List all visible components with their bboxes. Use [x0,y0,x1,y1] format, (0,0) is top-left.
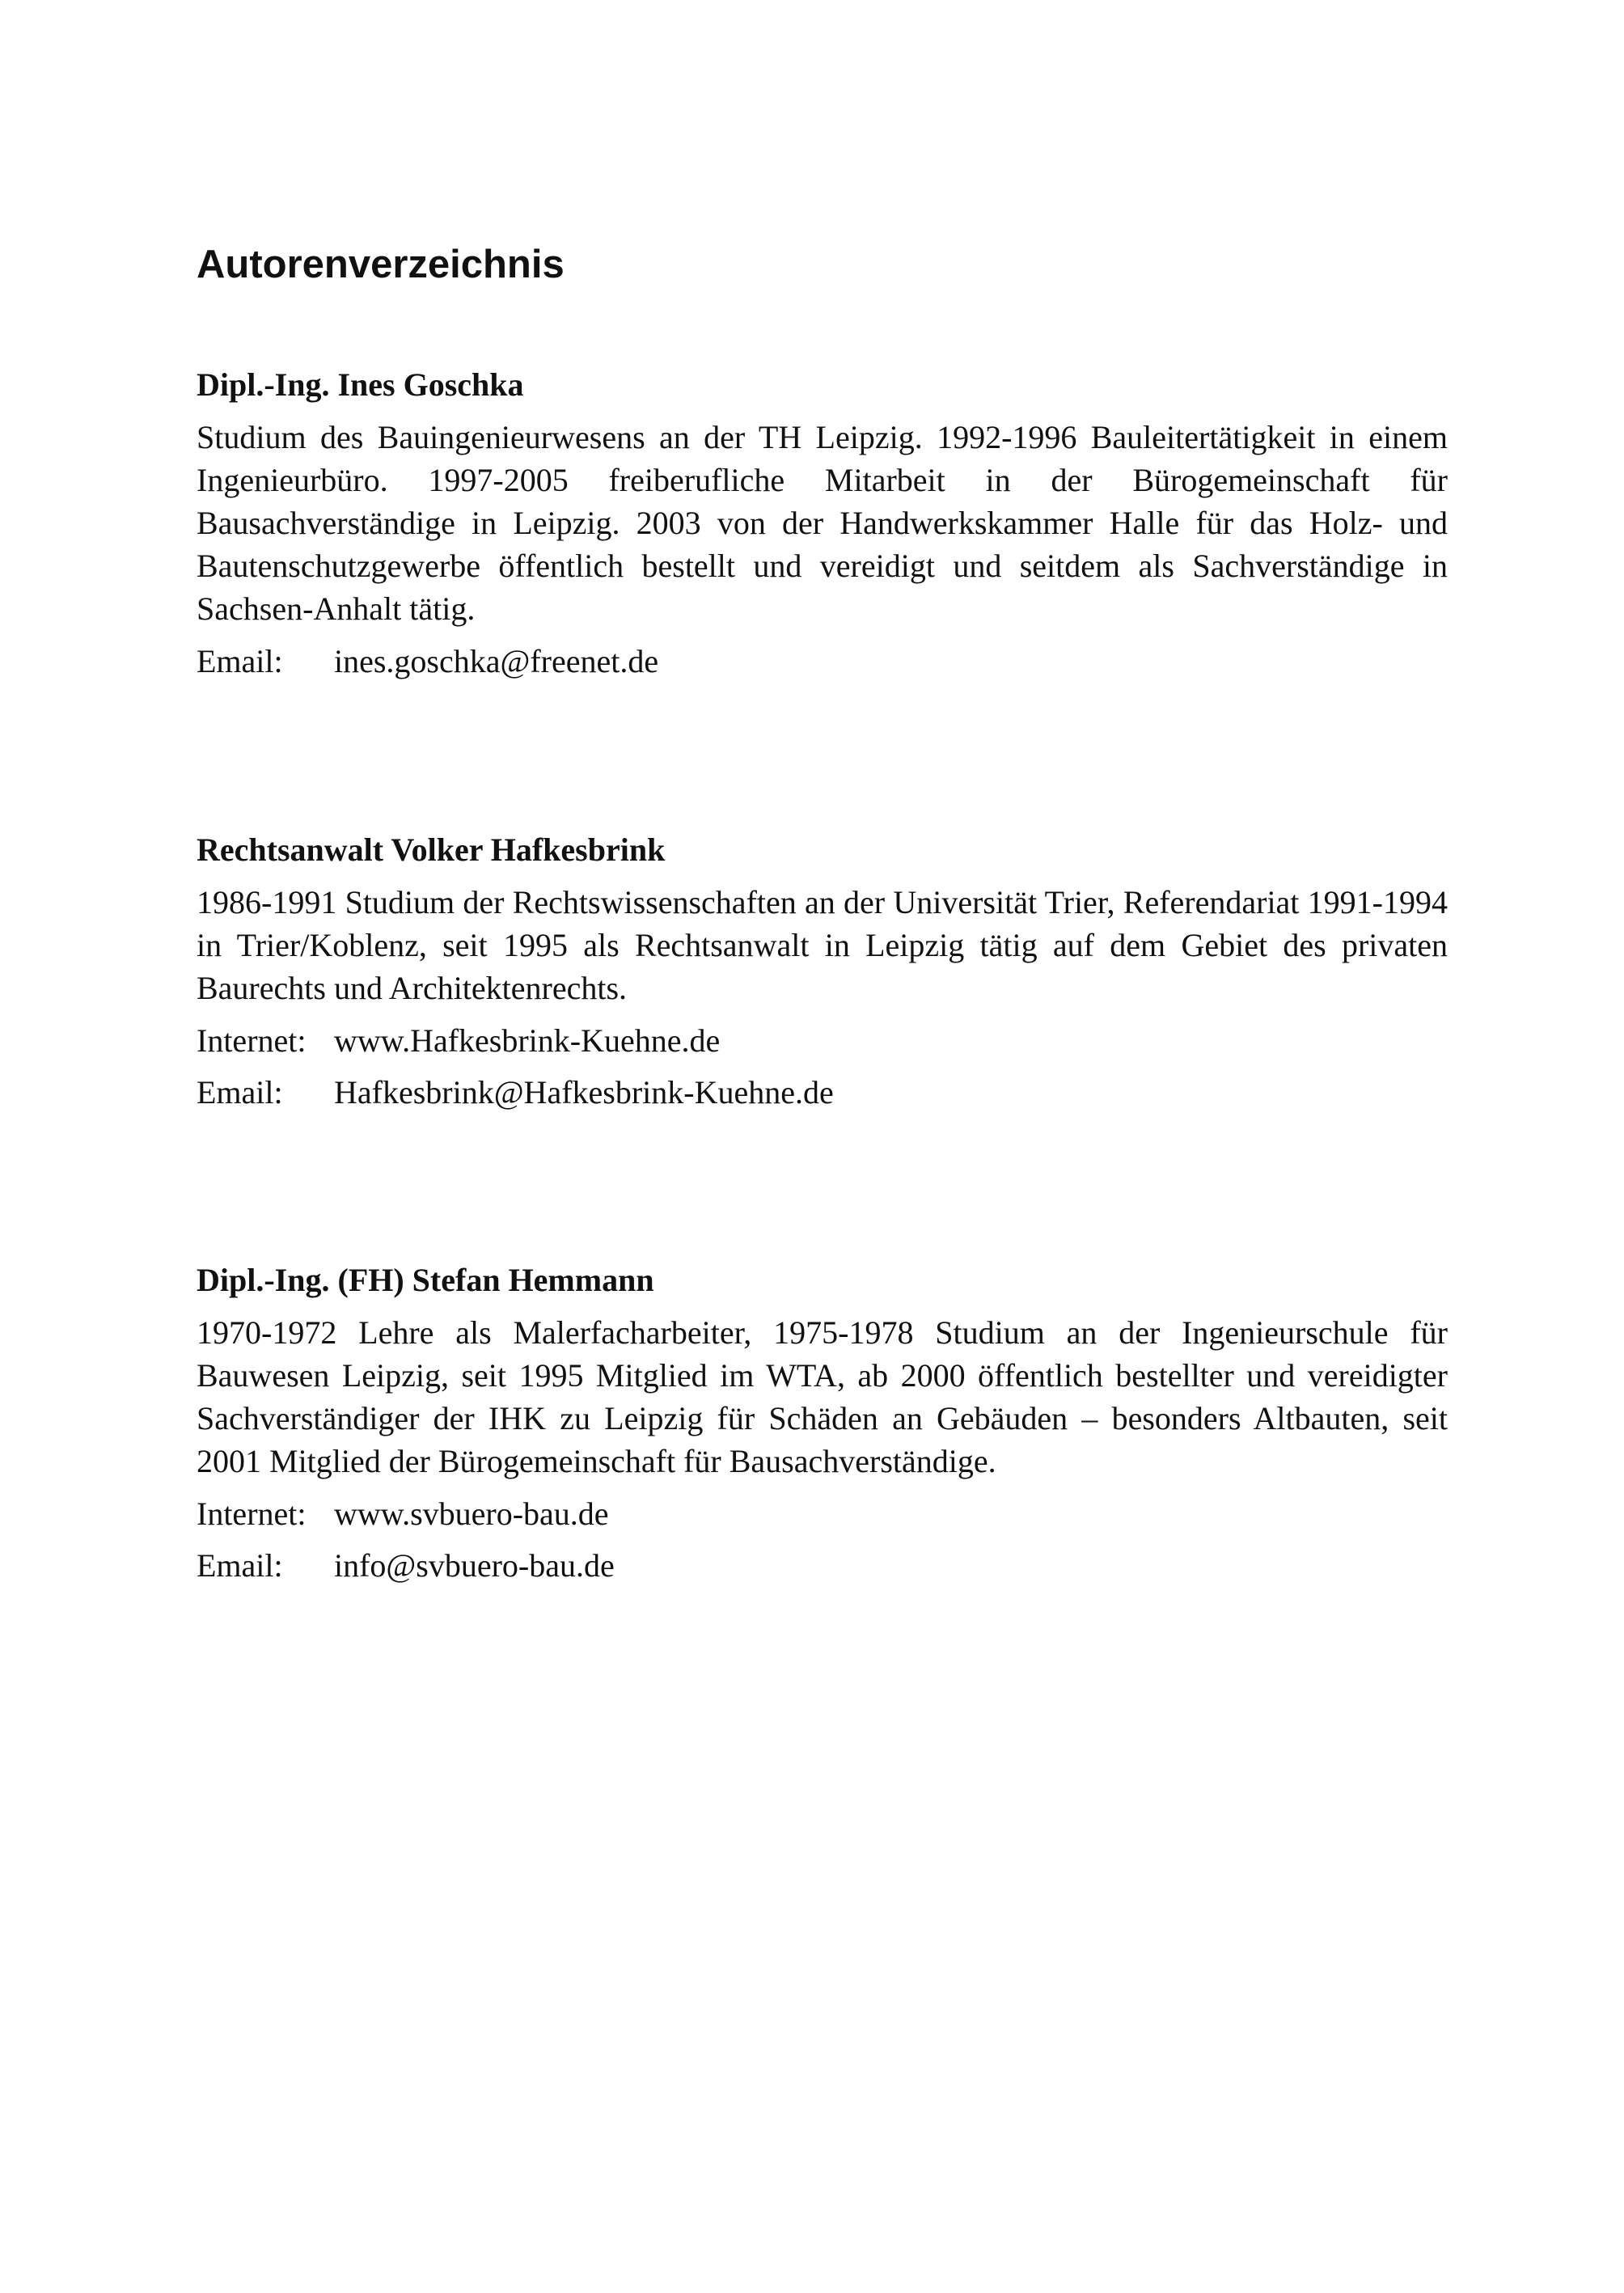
contact-label: Email: [197,1074,283,1111]
email-link[interactable]: Hafkesbrink@Hafkesbrink-Kuehne.de [334,1074,834,1111]
contact-label: Email: [197,1547,283,1584]
website-link[interactable]: www.Hafkesbrink-Kuehne.de [334,1022,721,1059]
contact-row-email [197,1544,1448,1587]
website-link[interactable]: www.svbuero-bau.de [334,1496,609,1532]
page-title: Autorenverzeichnis [197,243,565,286]
author-name: Dipl.-Ing. (FH) Stefan Hemmann [197,1262,654,1298]
email-link[interactable]: info@svbuero-bau.de [334,1547,615,1584]
contact-row-internet [197,1492,1448,1535]
email-link[interactable]: ines.goschka@freenet.de [334,643,659,679]
contact-label: Internet: [197,1496,307,1532]
contact-label: Email: [197,643,283,679]
author-bio: 1986-1991 Studium der Rechtswissenschaften an der Universität Trier, Referendariat 1991-1994 in Trier/Koblenz, seit 1995 als Rechtsanwalt in Leipzig tätig auf dem Gebiet des privaten Baurechts und Architektenrechts. [197,884,1448,1006]
author-bio: Studium des Bauingenieurwesens an der TH Leipzig. 1992-1996 Bauleitertätigkeit in einem Ingenieurbüro. 1997-2005 freiberufliche Mitarbeit in der Bürogemeinschaft für Bausachverständige in Leipzig. 2003 von der Handwerkskammer Halle für das Holz- und Bautenschutzgewerbe öffentlich bestellt und vereidigt und seitdem als Sachverständige in Sachsen-Anhalt tätig. [197,419,1448,627]
contact-row-internet [197,1019,1448,1062]
contact-row-email [197,1071,1448,1114]
author-entry-goschka [197,362,1448,692]
contact-label: Internet: [197,1022,307,1059]
author-entry-hemmann [197,1258,1448,1596]
author-entry-hafkesbrink [197,827,1448,1123]
author-bio: 1970-1972 Lehre als Malerfacharbeiter, 1975-1978 Studium an der Ingenieurschule für Bauwesen Leipzig, seit 1995 Mitglied im WTA, ab 2000 öffentlich bestellter und vereidigter Sachverständiger der IHK zu Leipzig für Schäden an Gebäuden – besonders Altbauten, seit 2001 Mitglied der Bürogemeinschaft für Bausachverständige. [197,1314,1448,1479]
author-name: Dipl.-Ing. Ines Goschka [197,366,524,403]
contact-row-email [197,640,1448,683]
author-name: Rechtsanwalt Volker Hafkesbrink [197,831,666,868]
